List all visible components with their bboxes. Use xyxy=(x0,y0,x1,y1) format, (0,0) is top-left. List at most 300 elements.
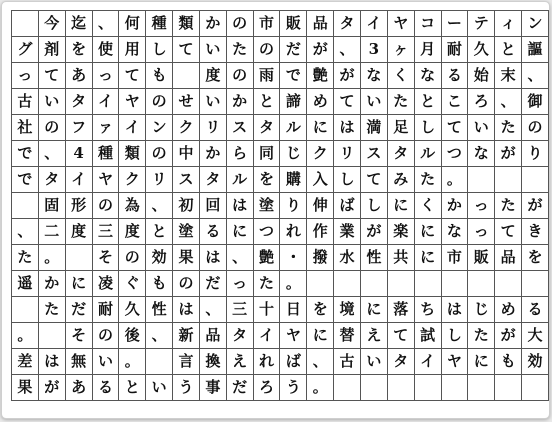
grid-cell: 類 xyxy=(119,141,146,167)
grid-cell: せ xyxy=(173,89,200,115)
grid-cell: 効 xyxy=(146,245,173,271)
grid-cell: 品 xyxy=(307,11,334,37)
grid-cell: る xyxy=(441,63,468,89)
grid-cell: じ xyxy=(280,141,307,167)
grid-cell: あ xyxy=(65,63,92,89)
grid-cell: め xyxy=(307,89,334,115)
grid-cell: グ xyxy=(12,37,39,63)
grid-cell: タ xyxy=(387,141,414,167)
grid-cell: っ xyxy=(92,63,119,89)
grid-cell: の xyxy=(119,245,146,271)
grid-cell xyxy=(441,271,468,297)
grid-cell: 雨 xyxy=(253,63,280,89)
grid-row xyxy=(12,37,549,63)
grid-cell: 、 xyxy=(522,63,549,89)
grid-cell: 塗 xyxy=(173,219,200,245)
grid-cell: タ xyxy=(65,89,92,115)
grid-cell: え xyxy=(360,323,387,349)
grid-cell: の xyxy=(146,141,173,167)
grid-cell: タ xyxy=(38,167,65,193)
grid-cell: う xyxy=(173,375,200,401)
grid-cell: 販 xyxy=(468,245,495,271)
grid-cell: 初 xyxy=(173,193,200,219)
grid-cell: い xyxy=(146,375,173,401)
grid-cell: の xyxy=(253,37,280,63)
grid-cell: な xyxy=(441,219,468,245)
grid-cell xyxy=(12,11,39,37)
grid-cell: ク xyxy=(119,167,146,193)
grid-cell: 満 xyxy=(360,115,387,141)
grid-cell: が xyxy=(38,375,65,401)
grid-cell: ス xyxy=(226,115,253,141)
grid-cell: 三 xyxy=(92,219,119,245)
grid-cell: 固 xyxy=(38,193,65,219)
grid-cell: ろ xyxy=(468,89,495,115)
grid-cell: り xyxy=(522,141,549,167)
grid-cell: か xyxy=(199,141,226,167)
grid-cell: 4 xyxy=(65,141,92,167)
grid-cell: 、 xyxy=(12,219,39,245)
grid-cell xyxy=(307,271,334,297)
grid-cell: は xyxy=(226,193,253,219)
grid-cell: 事 xyxy=(199,375,226,401)
grid-cell: 度 xyxy=(199,63,226,89)
grid-cell: た xyxy=(468,323,495,349)
grid-cell xyxy=(468,271,495,297)
grid-cell: に xyxy=(65,271,92,297)
grid-cell: こ xyxy=(441,89,468,115)
grid-cell: だ xyxy=(65,297,92,323)
grid-cell: を xyxy=(307,297,334,323)
grid-cell xyxy=(414,271,441,297)
grid-cell: で xyxy=(12,141,39,167)
grid-cell: い xyxy=(199,37,226,63)
grid-cell: し xyxy=(146,37,173,63)
grid-cell: い xyxy=(360,89,387,115)
grid-cell xyxy=(65,245,92,271)
grid-cell: な xyxy=(360,63,387,89)
grid-cell: 度 xyxy=(119,219,146,245)
grid-cell xyxy=(12,193,39,219)
grid-cell: っ xyxy=(468,193,495,219)
grid-cell: ば xyxy=(334,193,361,219)
grid-cell: 、 xyxy=(92,11,119,37)
grid-cell: め xyxy=(495,297,522,323)
grid-cell: ぐ xyxy=(119,271,146,297)
grid-cell: が xyxy=(307,37,334,63)
grid-cell: て xyxy=(119,63,146,89)
grid-cell: 市 xyxy=(253,11,280,37)
grid-cell xyxy=(522,167,549,193)
grid-row xyxy=(12,141,549,167)
grid-cell: ス xyxy=(360,141,387,167)
grid-cell: 耐 xyxy=(92,297,119,323)
grid-row xyxy=(12,271,549,297)
grid-cell: る xyxy=(199,219,226,245)
grid-cell: る xyxy=(92,375,119,401)
grid-cell: だ xyxy=(199,271,226,297)
grid-row xyxy=(12,375,549,401)
grid-cell xyxy=(522,271,549,297)
grid-cell: ル xyxy=(414,141,441,167)
grid-cell: イ xyxy=(119,115,146,141)
grid-cell: は xyxy=(173,297,200,323)
grid-cell: ヤ xyxy=(119,89,146,115)
grid-cell: 形 xyxy=(65,193,92,219)
grid-cell: た xyxy=(495,115,522,141)
grid-cell: に xyxy=(468,349,495,375)
grid-cell: し xyxy=(441,323,468,349)
grid-cell: テ xyxy=(468,11,495,37)
grid-cell: 3 xyxy=(360,37,387,63)
grid-cell xyxy=(12,297,39,323)
grid-cell: 無 xyxy=(65,349,92,375)
grid-cell: 御 xyxy=(522,89,549,115)
grid-cell: フ xyxy=(65,115,92,141)
grid-cell: か xyxy=(441,193,468,219)
grid-cell xyxy=(360,271,387,297)
grid-cell: 、 xyxy=(199,297,226,323)
grid-row xyxy=(12,323,549,349)
grid-cell: 中 xyxy=(173,141,200,167)
grid-cell: く xyxy=(414,193,441,219)
grid-cell: に xyxy=(226,219,253,245)
grid-cell: て xyxy=(38,63,65,89)
grid-cell: ヤ xyxy=(92,167,119,193)
grid-cell: で xyxy=(12,167,39,193)
grid-cell: に xyxy=(414,245,441,271)
grid-cell: 足 xyxy=(387,115,414,141)
grid-cell: た xyxy=(38,297,65,323)
grid-cell: リ xyxy=(146,167,173,193)
grid-cell xyxy=(522,375,549,401)
grid-cell: あ xyxy=(65,375,92,401)
grid-cell: 替 xyxy=(334,323,361,349)
grid-cell: 日 xyxy=(280,297,307,323)
grid-cell: 凌 xyxy=(92,271,119,297)
genkou-grid xyxy=(11,10,549,401)
grid-cell: て xyxy=(360,167,387,193)
grid-cell: 。 xyxy=(119,349,146,375)
grid-cell: 後 xyxy=(119,323,146,349)
grid-cell: 水 xyxy=(334,245,361,271)
grid-cell: の xyxy=(226,63,253,89)
grid-cell: 伸 xyxy=(307,193,334,219)
grid-cell: ら xyxy=(226,141,253,167)
grid-cell: 塗 xyxy=(253,193,280,219)
grid-cell: え xyxy=(226,349,253,375)
grid-cell: い xyxy=(92,349,119,375)
grid-cell: タ xyxy=(199,167,226,193)
grid-cell: 試 xyxy=(414,323,441,349)
grid-cell: か xyxy=(199,11,226,37)
grid-cell: 市 xyxy=(441,245,468,271)
grid-cell xyxy=(468,167,495,193)
grid-cell: と xyxy=(495,37,522,63)
grid-row xyxy=(12,167,549,193)
grid-cell: 。 xyxy=(12,323,39,349)
grid-cell: リ xyxy=(199,115,226,141)
grid-cell: 始 xyxy=(468,63,495,89)
grid-cell: ば xyxy=(280,349,307,375)
grid-cell: を xyxy=(522,245,549,271)
grid-cell: 果 xyxy=(173,245,200,271)
grid-cell: を xyxy=(253,167,280,193)
grid-cell: ァ xyxy=(92,115,119,141)
grid-cell: 艶 xyxy=(253,245,280,271)
grid-cell: し xyxy=(414,115,441,141)
grid-cell xyxy=(173,63,200,89)
grid-cell: そ xyxy=(92,245,119,271)
grid-row xyxy=(12,193,549,219)
grid-cell: 作 xyxy=(307,219,334,245)
grid-body xyxy=(12,11,549,401)
grid-cell xyxy=(387,375,414,401)
grid-cell: ス xyxy=(173,167,200,193)
grid-cell: ク xyxy=(173,115,200,141)
grid-cell: 換 xyxy=(199,349,226,375)
grid-cell: い xyxy=(199,89,226,115)
grid-cell: 。 xyxy=(307,375,334,401)
grid-cell: 性 xyxy=(360,245,387,271)
grid-cell: 久 xyxy=(468,37,495,63)
grid-cell: だ xyxy=(280,37,307,63)
grid-cell: 業 xyxy=(334,219,361,245)
grid-cell: 撥 xyxy=(307,245,334,271)
grid-cell: 種 xyxy=(146,11,173,37)
grid-cell: コ xyxy=(414,11,441,37)
grid-cell: っ xyxy=(226,271,253,297)
grid-cell: ろ xyxy=(253,375,280,401)
grid-cell: が xyxy=(495,141,522,167)
grid-cell: 落 xyxy=(387,297,414,323)
grid-cell: 遥 xyxy=(12,271,39,297)
grid-cell: な xyxy=(468,141,495,167)
grid-cell: い xyxy=(38,89,65,115)
grid-row xyxy=(12,11,549,37)
grid-cell: も xyxy=(146,63,173,89)
grid-cell: 迄 xyxy=(65,11,92,37)
grid-cell: を xyxy=(65,37,92,63)
grid-cell: 使 xyxy=(92,37,119,63)
grid-cell: じ xyxy=(468,297,495,323)
grid-cell: ク xyxy=(307,141,334,167)
grid-cell: の xyxy=(38,115,65,141)
grid-row xyxy=(12,219,549,245)
grid-cell: 月 xyxy=(414,37,441,63)
grid-cell xyxy=(441,375,468,401)
grid-cell xyxy=(468,375,495,401)
grid-cell: だ xyxy=(226,375,253,401)
grid-cell: の xyxy=(92,323,119,349)
grid-cell: て xyxy=(173,37,200,63)
grid-cell: そ xyxy=(65,323,92,349)
grid-cell: っ xyxy=(12,63,39,89)
grid-cell: の xyxy=(226,11,253,37)
grid-cell: ル xyxy=(226,167,253,193)
grid-cell: 品 xyxy=(495,245,522,271)
grid-cell: た xyxy=(12,245,39,271)
grid-cell: 。 xyxy=(38,245,65,271)
grid-cell xyxy=(334,375,361,401)
grid-cell: 。 xyxy=(441,167,468,193)
grid-cell: 耐 xyxy=(441,37,468,63)
grid-cell: 、 xyxy=(307,349,334,375)
grid-cell: つ xyxy=(441,141,468,167)
grid-cell: タ xyxy=(253,115,280,141)
grid-cell: て xyxy=(387,323,414,349)
grid-cell: 久 xyxy=(119,297,146,323)
grid-cell: 諦 xyxy=(280,89,307,115)
grid-cell: か xyxy=(226,89,253,115)
grid-cell xyxy=(414,375,441,401)
grid-row xyxy=(12,63,549,89)
grid-cell: 謳 xyxy=(522,37,549,63)
grid-cell: 剤 xyxy=(38,37,65,63)
grid-cell: 種 xyxy=(92,141,119,167)
grid-cell: 共 xyxy=(387,245,414,271)
grid-cell: も xyxy=(146,271,173,297)
grid-cell: る xyxy=(522,297,549,323)
grid-cell: ヶ xyxy=(387,37,414,63)
grid-cell xyxy=(387,271,414,297)
grid-cell xyxy=(334,271,361,297)
grid-cell: き xyxy=(522,219,549,245)
grid-cell: ヤ xyxy=(280,323,307,349)
grid-row xyxy=(12,89,549,115)
grid-row xyxy=(12,349,549,375)
grid-cell: 効 xyxy=(522,349,549,375)
grid-cell: 度 xyxy=(65,219,92,245)
grid-cell: は xyxy=(441,297,468,323)
grid-cell: ン xyxy=(146,115,173,141)
grid-cell: 、 xyxy=(38,141,65,167)
grid-cell: が xyxy=(360,219,387,245)
grid-cell: 入 xyxy=(307,167,334,193)
grid-cell: リ xyxy=(334,141,361,167)
grid-cell: て xyxy=(334,89,361,115)
grid-cell: 大 xyxy=(522,323,549,349)
grid-cell: タ xyxy=(226,323,253,349)
grid-cell: ィ xyxy=(495,11,522,37)
grid-cell: 十 xyxy=(253,297,280,323)
grid-cell: い xyxy=(360,349,387,375)
grid-cell: う xyxy=(280,375,307,401)
grid-cell: の xyxy=(146,89,173,115)
grid-cell: ー xyxy=(441,11,468,37)
grid-cell: た xyxy=(495,193,522,219)
grid-cell xyxy=(495,375,522,401)
grid-cell: 、 xyxy=(495,89,522,115)
grid-cell: は xyxy=(334,115,361,141)
grid-cell: が xyxy=(495,323,522,349)
grid-cell: ン xyxy=(522,11,549,37)
grid-cell: い xyxy=(468,115,495,141)
grid-cell: 今 xyxy=(38,11,65,37)
grid-cell: た xyxy=(414,167,441,193)
grid-cell: イ xyxy=(414,349,441,375)
grid-cell: 言 xyxy=(173,349,200,375)
grid-cell: イ xyxy=(360,11,387,37)
grid-cell: タ xyxy=(387,349,414,375)
grid-cell: に xyxy=(307,323,334,349)
grid-cell: 新 xyxy=(173,323,200,349)
grid-cell: 三 xyxy=(226,297,253,323)
grid-cell xyxy=(360,375,387,401)
grid-row xyxy=(12,245,549,271)
grid-cell: み xyxy=(387,167,414,193)
grid-cell: 境 xyxy=(334,297,361,323)
grid-cell: れ xyxy=(253,349,280,375)
grid-cell: ル xyxy=(280,115,307,141)
grid-cell: て xyxy=(495,219,522,245)
grid-cell: り xyxy=(280,193,307,219)
grid-cell: 。 xyxy=(280,271,307,297)
grid-cell: タ xyxy=(334,11,361,37)
grid-cell: の xyxy=(92,193,119,219)
grid-cell: 楽 xyxy=(387,219,414,245)
grid-cell: 、 xyxy=(334,37,361,63)
grid-cell: れ xyxy=(280,219,307,245)
grid-cell: に xyxy=(360,297,387,323)
manuscript-page xyxy=(1,1,550,419)
grid-cell: ヤ xyxy=(387,11,414,37)
grid-cell: ・ xyxy=(280,245,307,271)
grid-cell: た xyxy=(226,37,253,63)
grid-cell: 、 xyxy=(146,323,173,349)
grid-cell: 何 xyxy=(119,11,146,37)
grid-cell: に xyxy=(307,115,334,141)
grid-cell: 品 xyxy=(199,323,226,349)
grid-cell: 、 xyxy=(146,193,173,219)
grid-cell: の xyxy=(522,115,549,141)
grid-cell: と xyxy=(253,89,280,115)
grid-row xyxy=(12,297,549,323)
grid-cell: し xyxy=(334,167,361,193)
grid-cell: が xyxy=(334,63,361,89)
grid-cell: な xyxy=(414,63,441,89)
grid-cell: も xyxy=(495,349,522,375)
grid-cell: ち xyxy=(414,297,441,323)
grid-cell: 果 xyxy=(12,375,39,401)
grid-cell: 購 xyxy=(280,167,307,193)
grid-cell: の xyxy=(173,271,200,297)
grid-cell: 古 xyxy=(12,89,39,115)
grid-cell: し xyxy=(360,193,387,219)
grid-cell xyxy=(495,167,522,193)
grid-cell: と xyxy=(146,219,173,245)
grid-cell: イ xyxy=(65,167,92,193)
grid-cell: く xyxy=(387,63,414,89)
grid-cell: イ xyxy=(253,323,280,349)
grid-cell: ヤ xyxy=(441,349,468,375)
grid-cell: 用 xyxy=(119,37,146,63)
grid-cell: た xyxy=(387,89,414,115)
grid-cell: 差 xyxy=(12,349,39,375)
grid-cell: 古 xyxy=(334,349,361,375)
grid-cell xyxy=(495,271,522,297)
grid-cell: 艶 xyxy=(307,63,334,89)
grid-cell: と xyxy=(119,375,146,401)
grid-cell: は xyxy=(199,245,226,271)
grid-cell: つ xyxy=(253,219,280,245)
grid-cell: 為 xyxy=(119,193,146,219)
grid-cell: た xyxy=(253,271,280,297)
grid-cell xyxy=(38,323,65,349)
grid-cell: 二 xyxy=(38,219,65,245)
grid-cell xyxy=(146,349,173,375)
grid-cell: で xyxy=(280,63,307,89)
